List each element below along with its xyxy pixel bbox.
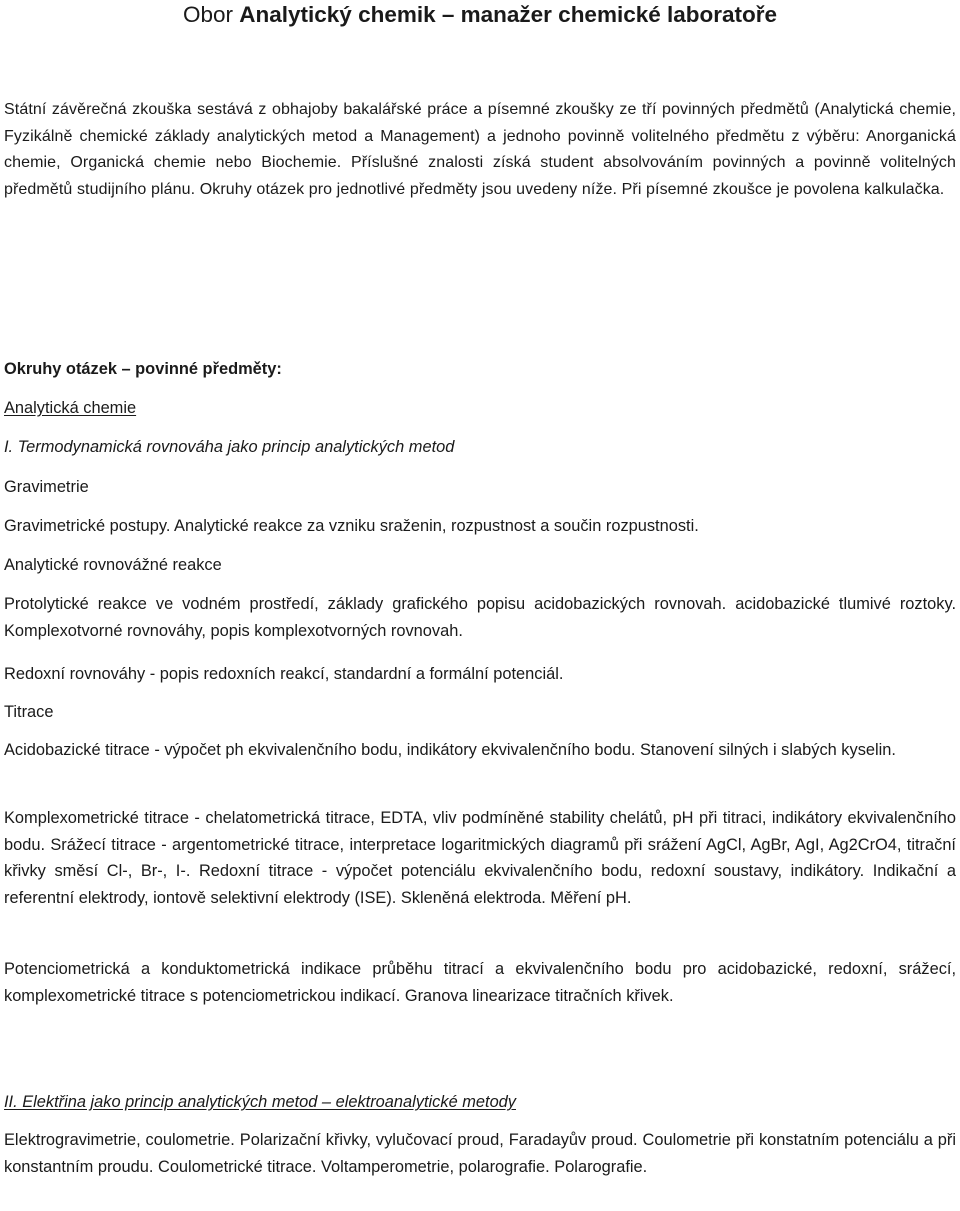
- subject-title: Analytická chemie: [4, 399, 137, 417]
- topic2-heading: II. Elektřina jako princip analytických metod – elektroanalytické metody: [4, 1093, 516, 1111]
- topic2-paragraph: Elektrogravimetrie, coulometrie. Polarizační křivky, vylučovací proud, Faradayův proud. Coulometrie při konstatním potenciálu a při konstantním proudu. Coulometrické titrace. Voltamperometrie, polarografie. Polarografie.: [4, 1131, 956, 1176]
- rovnovazne-title: Analytické rovnovážné reakce: [4, 556, 222, 574]
- intro-paragraph: [4, 97, 956, 203]
- potenciometricka-paragraph: Potenciometrická a konduktometrická indikace průběhu titrací a ekvivalenčního bodu pro acidobazické, redoxní, srážecí, komplexometrické titrace s potenciometrickou indikací. Granova linearizace titračních křivek.: [4, 960, 956, 1005]
- komplexometricke-paragraph: Komplexometrické titrace - chelatometrická titrace, EDTA, vliv podmíněné stability chelátů, pH při titraci, indikátory ekvivalenčního bodu. Srážecí titrace - argentometrické titrace, interpretace logaritmických diagramů při srážení AgCl, AgBr, AgI, Ag2CrO4, titrační křivky směsí Cl-, Br-, I-. Redoxní titrace - výpočet potenciálu ekvivalenčního bodu, redoxní soustavy, indikátory. Indikační a referentní elektrody, iontově selektivní elektrody (ISE). Skleněná elektroda. Měření pH.: [4, 809, 956, 907]
- redoxni-paragraph: Redoxní rovnováhy - popis redoxních reakcí, standardní a formální potenciál.: [4, 665, 564, 683]
- protolyticke-paragraph: Protolytické reakce ve vodném prostředí, základy grafického popisu acidobazických rovnovah. acidobazické tlumivé roztoky. Komplexotvorné rovnováhy, popis komplexotvorných rovnovah.: [4, 595, 956, 640]
- title-prefix: Obor: [182, 2, 233, 27]
- gravimetrie-title: Gravimetrie: [4, 478, 89, 496]
- titrace-title: Titrace: [4, 703, 54, 721]
- title-bold: Analytický chemik – manažer chemické laboratoře: [239, 2, 778, 27]
- intro-part1: Státní závěrečná zkouška sestává z obhajoby bakalářské práce a písemné zkoušky ze tří povinných předmětů (Analytická chemie, Fyzikálně chemické základy analytických metod a Management) a jednoho povinně volitelného předmětu z výběru: Anorganická chemie, Organická chemie nebo Biochemie.: [4, 101, 956, 171]
- page-title: [4, 1, 956, 29]
- acidobazicke-paragraph: Acidobazické titrace - výpočet ph ekvivalenčního bodu, indikátory ekvivalenčního bodu. Stanovení silných i slabých kyselin.: [4, 741, 896, 759]
- intro-part2: Příslušné znalosti získá student absolvováním povinných a povinně volitelných předmětů studijního plánu. Okruhy otázek pro jednotlivé předměty jsou uvedeny níže. Při písemné zkoušce je povolena kalkulačka.: [4, 154, 956, 198]
- section-heading: Okruhy otázek – povinné předměty:: [4, 360, 282, 378]
- gravimetrie-text: Gravimetrické postupy. Analytické reakce za vzniku sraženin, rozpustnost a součin rozpustnosti.: [4, 517, 699, 535]
- topic1-heading: I. Termodynamická rovnováha jako princip analytických metod: [4, 438, 455, 456]
